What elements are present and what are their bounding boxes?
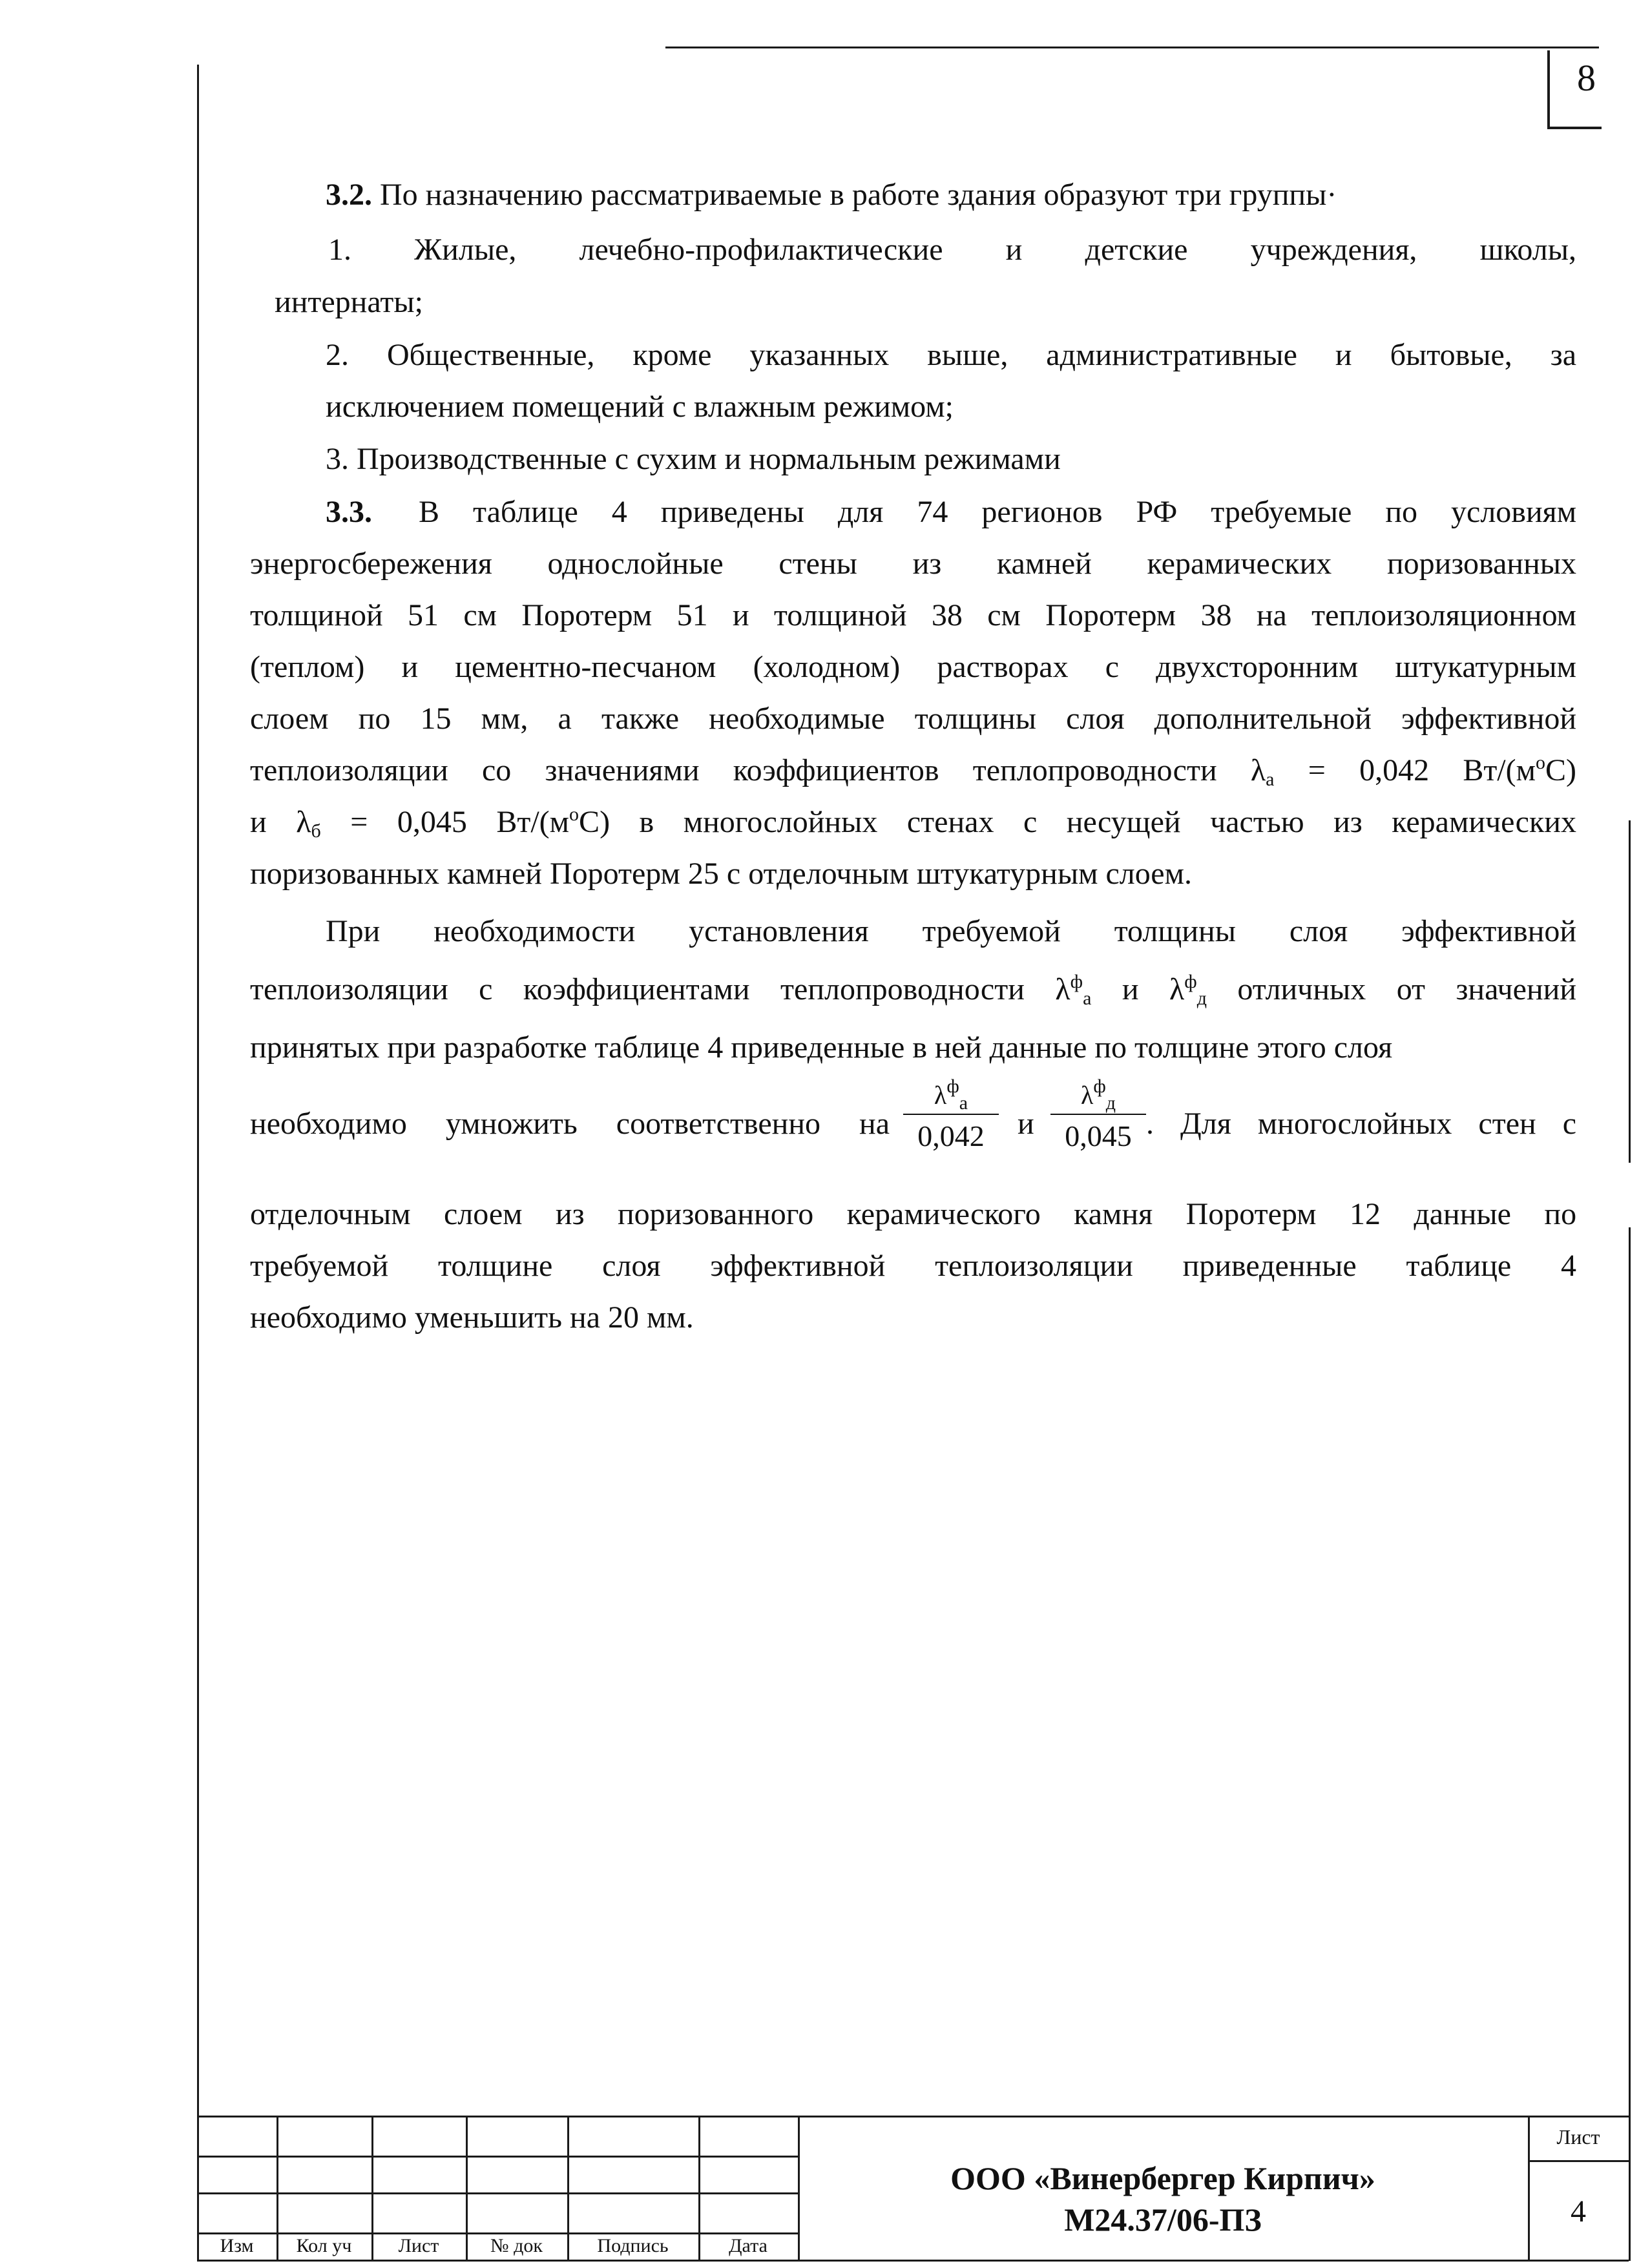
corner-page-number-box — [1547, 50, 1602, 129]
paragraph-3-3-line-3: толщиной 51 см Поротерм 51 и толщиной 38 см Поротерм 38 на теплоизоляционном — [250, 598, 1577, 632]
sheet-label: Лист — [1556, 2125, 1600, 2148]
section-number-3-2: 3.2. — [326, 178, 372, 212]
fraction-b: $\lambda^ф_д$ 0,045 — [1050, 1083, 1146, 1151]
list-item-2-line-2: исключением помещений с влажным режимом; — [326, 390, 954, 424]
section-number-3-3: 3.3. — [326, 495, 372, 529]
paragraph-3-2 — [326, 169, 1337, 221]
paragraph-3-3-line-5: слоем по 15 мм, а также необходимые толщины слоя дополнительной эффективной — [250, 702, 1577, 736]
header-list: Лист — [398, 2235, 439, 2256]
header-doc-number: № док — [490, 2235, 543, 2256]
note-line-4-start: необходимо умножить соответственно на — [250, 1107, 890, 1141]
document-code: М24.37/06-ПЗ — [1064, 2201, 1262, 2238]
note-line-7: необходимо уменьшить на 20 мм. — [250, 1300, 694, 1335]
top-rule — [665, 47, 1599, 48]
header-kol-uch: Кол уч — [296, 2235, 352, 2256]
paragraph-3-3-line-2: энергосбережения однослойные стены из камней керамических поризованных — [250, 546, 1576, 581]
header-signature: Подпись — [597, 2235, 669, 2256]
left-frame-line — [197, 65, 199, 2260]
header-izm: Изм — [220, 2235, 254, 2256]
paragraph-3-3-line-1: В таблице 4 приведены для 74 регионов РФ требуемые по условиям — [419, 495, 1577, 529]
note-line-6: требуемой толщине слоя эффективной теплоизоляции приведенные таблице 4 — [250, 1249, 1577, 1283]
list-item-2-line-1: 2. Общественные, кроме указанных выше, административные и бытовые, за — [326, 338, 1577, 372]
note-line-2: теплоизоляции с коэффициентами теплопроводности $\lambda^ф_а$ и $\lambda^ф_д$ отличных от значений — [250, 971, 1577, 1009]
company-name: ООО «Винербергер Кирпич» — [950, 2160, 1375, 2196]
fraction-a: $\lambda^ф_а$ 0,042 — [903, 1083, 999, 1151]
paragraph-3-3-line-4: (теплом) и цементно-песчаном (холодном) растворах с двухсторонним штукатурным — [250, 650, 1577, 684]
right-frame-line-lower — [1629, 1227, 1631, 2261]
note-line-4-and: и — [1018, 1107, 1034, 1141]
paragraph-3-3-line-8: поризованных камней Поротерм 25 с отделочным штукатурным слоем. — [250, 857, 1192, 891]
header-date: Дата — [729, 2235, 768, 2256]
paragraph-3-3-line-7: и $\lambda_б = 0,045$ $Вт/(м^оС)$ в многослойных стенах с несущей частью из керамических — [250, 804, 1576, 842]
list-item-1-line-2: интернаты; — [275, 285, 423, 319]
paragraph-3-3-line-6: теплоизоляции со значениями коэффициентов теплопроводности $\lambda_а = 0,042$ $Вт/(м^оС)$ — [250, 752, 1576, 790]
list-item-3: 3. Производственные с сухим и нормальным режимами — [326, 442, 1061, 476]
corner-page-number: 8 — [1577, 57, 1596, 99]
right-frame-line-upper — [1629, 820, 1631, 1163]
paragraph-3-2-text: По назначению рассматриваемые в работе здания образуют три группы· — [380, 178, 1337, 212]
note-line-1: При необходимости установления требуемой толщины слоя эффективной — [326, 914, 1577, 948]
note-line-3: принятых при разработке таблице 4 приведенные в ней данные по толщине этого слоя — [250, 1030, 1393, 1065]
sheet-number: 4 — [1571, 2194, 1586, 2229]
note-line-5: отделочным слоем из поризованного керамического камня Поротерм 12 данные по — [250, 1197, 1577, 1231]
note-line-4-end: . Для многослойных стен с — [1146, 1107, 1576, 1141]
list-item-1-line-1: 1. Жилые, лечебно-профилактические и детские учреждения, школы, — [328, 233, 1576, 267]
